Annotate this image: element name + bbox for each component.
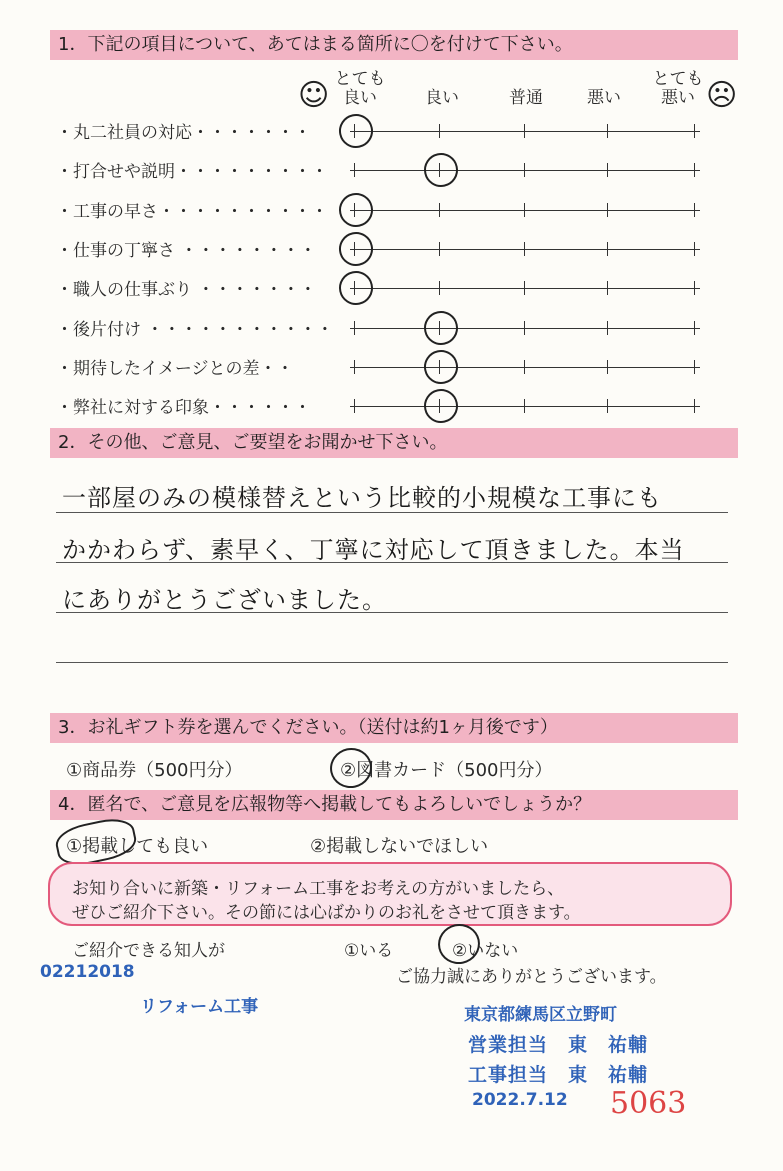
rating-row-label: ・工事の早さ・・・・・・・・・・ — [56, 202, 328, 222]
smile-face-icon: ☺ — [298, 78, 330, 113]
rating-tick[interactable] — [524, 124, 525, 138]
header-very-bad-bottom: 悪い — [661, 88, 695, 108]
rating-tick[interactable] — [439, 124, 440, 138]
rating-tick[interactable] — [607, 281, 608, 295]
referral-question: ご紹介できる知人が — [72, 941, 225, 961]
rating-tick[interactable] — [524, 281, 525, 295]
header-good: 良い — [425, 88, 459, 108]
rating-tick[interactable] — [354, 163, 355, 177]
rating-tick[interactable] — [607, 321, 608, 335]
comment-line-3: にありがとうございました。 — [62, 586, 387, 614]
rating-tick[interactable] — [524, 203, 525, 217]
work-type: リフォーム工事 — [140, 997, 259, 1017]
rating-row-label: ・期待したイメージとの差・・ — [56, 359, 294, 379]
header-bad: 悪い — [587, 88, 621, 108]
rating-tick[interactable] — [607, 203, 608, 217]
rating-tick[interactable] — [694, 163, 695, 177]
rating-circle-mark — [336, 229, 376, 269]
rating-tick[interactable] — [607, 124, 608, 138]
comment-line-2: かかわらず、素早く、丁寧に対応して頂きました。本当 — [62, 536, 685, 564]
header-very-good-top: とても — [334, 69, 386, 89]
rating-tick[interactable] — [694, 360, 695, 374]
header-very-bad-top: とても — [652, 69, 704, 89]
rating-scale-line — [350, 328, 700, 329]
rating-row-label: ・打合せや説明・・・・・・・・・ — [56, 162, 328, 182]
comment-line-1: 一部屋のみの模様替えという比較的小規模な工事にも — [62, 484, 662, 512]
rating-tick[interactable] — [354, 360, 355, 374]
thanks-text: ご協力誠にありがとうございます。 — [396, 967, 667, 987]
rating-tick[interactable] — [524, 242, 525, 256]
rating-row-label: ・弊社に対する印象・・・・・・ — [56, 398, 311, 418]
q1-title: 1．下記の項目について、あてはまる箇所に〇を付けて下さい。 — [50, 30, 738, 60]
frown-face-icon: ☹ — [706, 78, 738, 113]
rating-tick[interactable] — [694, 399, 695, 413]
rating-scale-line — [350, 367, 700, 368]
rating-row-label: ・後片付け ・・・・・・・・・・・ — [56, 320, 334, 340]
rating-tick[interactable] — [694, 281, 695, 295]
rating-row-label: ・仕事の丁寧さ ・・・・・・・・ — [56, 241, 317, 261]
gift-option-bookcard[interactable]: ②図書カード（500円分） — [340, 760, 553, 781]
rating-tick[interactable] — [524, 360, 525, 374]
rating-tick[interactable] — [439, 281, 440, 295]
rating-scale-line — [350, 406, 700, 407]
gift-option-giftcard[interactable]: ①商品券（500円分） — [66, 760, 243, 781]
rating-tick[interactable] — [694, 242, 695, 256]
header-normal: 普通 — [509, 88, 543, 108]
rating-tick[interactable] — [607, 399, 608, 413]
rating-tick[interactable] — [694, 124, 695, 138]
sales-rep: 営業担当 東 祐輔 — [468, 1034, 649, 1056]
handwritten-number: 5063 — [610, 1086, 687, 1121]
survey-code: 02212018 — [40, 962, 135, 982]
header-very-good-bottom: 良い — [343, 88, 377, 108]
header-very-bad — [648, 70, 708, 108]
rating-tick[interactable] — [607, 163, 608, 177]
rating-scale-line — [350, 249, 700, 250]
publish-option-yes[interactable]: ①掲載しても良い — [66, 836, 209, 857]
selected-circle-mark — [326, 744, 375, 792]
rating-tick[interactable] — [694, 203, 695, 217]
rating-scale-line — [350, 131, 700, 132]
q3-title: 3．お礼ギフト券を選んでください。（送付は約1ヶ月後です） — [50, 713, 738, 743]
rating-circle-mark — [421, 308, 461, 348]
referral-line-1: お知り合いに新築・リフォーム工事をお考えの方がいましたら、 — [72, 879, 565, 899]
rating-scale-line — [350, 288, 700, 289]
date-stamp: 2022.7.12 — [472, 1090, 568, 1110]
rating-tick[interactable] — [439, 242, 440, 256]
rating-circle-mark — [421, 150, 461, 190]
ruled-line — [56, 662, 728, 663]
rating-tick[interactable] — [607, 360, 608, 374]
referral-option-yes[interactable]: ①いる — [344, 941, 394, 961]
location: 東京都練馬区立野町 — [464, 1005, 617, 1025]
rating-circle-mark — [336, 190, 376, 230]
rating-row-label: ・職人の仕事ぶり ・・・・・・・ — [56, 280, 317, 300]
rating-tick[interactable] — [354, 321, 355, 335]
rating-circle-mark — [336, 111, 376, 151]
q4-title: 4．匿名で、ご意見を広報物等へ掲載してもよろしいでしょうか？ — [50, 790, 738, 820]
rating-circle-mark — [421, 347, 461, 387]
rating-tick[interactable] — [439, 203, 440, 217]
rating-row-label: ・丸二社員の対応・・・・・・・ — [56, 123, 311, 143]
rating-tick[interactable] — [524, 321, 525, 335]
rating-circle-mark — [421, 386, 461, 426]
construction-rep: 工事担当 東 祐輔 — [468, 1064, 649, 1086]
q2-title: 2．その他、ご意見、ご要望をお聞かせ下さい。 — [50, 428, 738, 458]
referral-option-no[interactable]: ②いない — [452, 941, 519, 961]
rating-tick[interactable] — [524, 163, 525, 177]
header-very-good — [330, 70, 390, 108]
rating-tick[interactable] — [354, 399, 355, 413]
rating-scale-line — [350, 210, 700, 211]
publish-option-no[interactable]: ②掲載しないでほしい — [310, 836, 489, 857]
rating-scale-line — [350, 170, 700, 171]
referral-line-2: ぜひご紹介下さい。その節には心ばかりのお礼をさせて頂きます。 — [72, 903, 581, 923]
rating-tick[interactable] — [607, 242, 608, 256]
rating-circle-mark — [336, 268, 376, 308]
rating-tick[interactable] — [524, 399, 525, 413]
rating-tick[interactable] — [694, 321, 695, 335]
